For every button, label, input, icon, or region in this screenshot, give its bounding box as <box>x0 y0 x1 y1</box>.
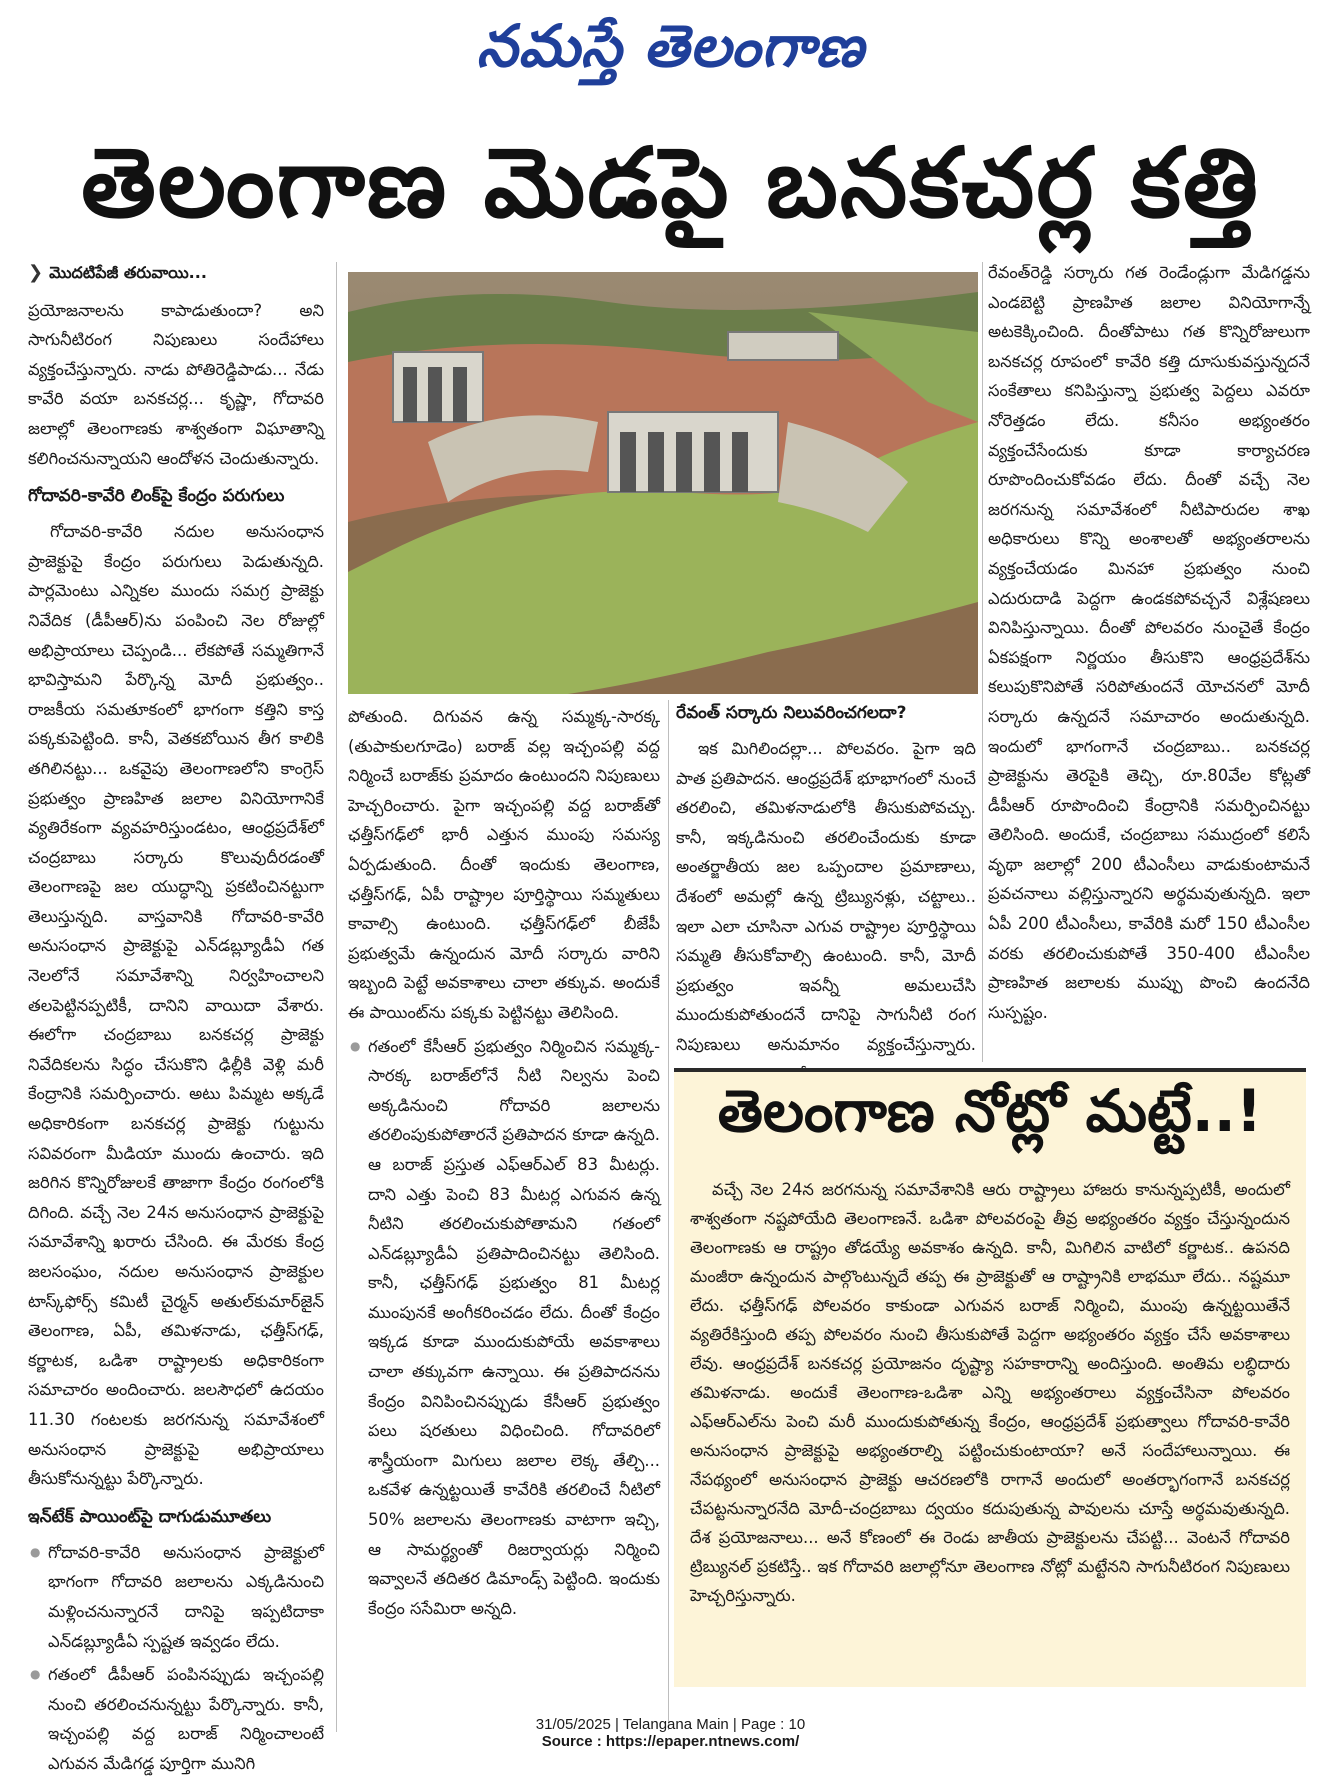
paragraph: రేవంత్‌రెడ్డి సర్కారు గత రెండేండ్లుగా మేడిగడ్డను ఎండబెట్టి ప్రాణహిత జలాల వినియోగాన్నే అటకెక్కించింది. దీంతోపాటు గత కొన్నిరోజులుగా బనకచర్ల రూపంలో కావేరి కత్తి దూసుకువస్తున్నదనే సంకేతాలు కనిపిస్తున్నా ప్రభుత్వ పెద్దలు ఎవరూ నోరెత్తడం లేదు. కనీసం అభ్యంతరం వ్యక్తంచేసేందుకు కూడా కార్యాచరణ రూపొందించుకోవడం లేదు. దీంతో వచ్చే నెల జరగనున్న సమావేశంలో నీటిపారుదల శాఖ అధికారులు కొన్ని అంశాలతో అభ్యంతరాలను వ్యక్తంచేయడం మినహా ప్రభుత్వం నుంచి ఎదురుదాడి పెద్దగా ఉండకపోవచ్చనే విశ్లేషణలు వినిపిస్తున్నాయి. దీంతో పోలవరం నుంచైతే కేంద్రం ఏకపక్షంగా నిర్ణయం తీసుకొని ఆంధ్రప్రదేశ్‌ను కలుపుకొనిపోతే సరిపోతుందనే యోచనలో మోదీ సర్కారు ఉన్నదనే సమాచారం అందుతున్నది. ఇందులో భాగంగానే చంద్రబాబు.. బనకచర్ల ప్రాజెక్టును తెరపైకి తెచ్చి, రూ.80వేల కోట్లతో డీపీఆర్ రూపొందించి కేంద్రానికి సమర్పించినట్టు తెలిసింది. అందుకే, చంద్రబాబు సముద్రంలో కలిసే వృథా జలాల్లో 200 టీఎంసీలు వాడుకుంటామనే ప్రవచనాలు వల్లిస్తున్నారని అర్థమవుతున్నది. ఇలా ఏపీ 200 టీఎంసీలు, కావేరికి మరో 150 టీఎంసీల వరకు తరలించుకుపోతే 350-400 టీఎంసీల ప్రాణహిత జలాలకు ముప్పు పొంచి ఉందనేది సుస్పష్టం. <box>988 263 1310 1022</box>
page-footer <box>0 1716 1341 1750</box>
bullet-item: ● గోదావరి-కావేరి అనుసంధాన ప్రాజెక్టులో భాగంగా గోదావరి జలాలను ఎక్కడినుంచి మళ్లించనున్నారనే దానిపై ఇప్పటిదాకా ఎన్‌డబ్ల్యూడీఏ స్పష్టత ఇవ్వడం లేదు. <box>28 1538 324 1656</box>
column-divider <box>336 262 337 1732</box>
column-3 <box>676 700 976 1093</box>
barrage-photo <box>348 272 978 694</box>
column-divider <box>982 262 983 1062</box>
subheading: గోదావరి-కావేరి లింక్‌పై కేంద్రం పరుగులు <box>28 486 285 507</box>
subheading: ఇన్‌టేక్ పాయింట్‌పై దాగుడుమూతలు <box>28 1506 272 1527</box>
column-divider <box>668 700 669 1730</box>
subheading: రేవంత్ సర్కారు నిలువరించగలదా? <box>676 703 907 723</box>
paragraph: ఇక మిగిలిందల్లా... పోలవరం. పైగా ఇది పాత ప్రతిపాదన. ఆంధ్రప్రదేశ్ భూభాగంలో నుంచే తరలించి, తమిళనాడులోకి తీసుకుపోవచ్చు. కానీ, ఇక్కడినుంచి తరలించేందుకు కూడా అంతర్జాతీయ జల ఒప్పందాల ప్రమాణాలు, దేశంలో అమల్లో ఉన్న ట్రిబ్యునళ్లు, చట్టాలు.. ఇలా ఎలా చూసినా ఎగువ రాష్ట్రాల పూర్తిస్థాయి సమ్మతి తీసుకోవాల్సి ఉంటుంది. కానీ, మోదీ ప్రభుత్వం ఇవన్నీ అమలుచేసి ముందుకుపోతుందనే దానిపై సాగునీటి రంగ నిపుణులు అనుమానం వ్యక్తంచేస్తున్నారు. <box>676 739 976 1054</box>
boxed-story-text <box>690 1175 1290 1610</box>
continued-from-front <box>28 258 324 288</box>
continued-label: మొదటిపేజీ తరువాయి... <box>49 263 207 282</box>
bullet-list <box>348 1032 660 1624</box>
chevron-right-icon: ❯ <box>28 262 44 283</box>
bullet-item: ● గతంలో కేసీఆర్ ప్రభుత్వం నిర్మించిన సమ్మక్క-సారక్క బరాజ్‌లోనే నీటి నిల్వను పెంచి అక్కడినుంచి గోదావరి జలాలను తరలింపుకుపోతారనే ప్రతిపాదన కూడా ఉన్నది. ఆ బరాజ్ ప్రస్తుత ఎఫ్ఆర్ఎల్ 83 మీటర్లు. దాని ఎత్తు పెంచి 83 మీటర్ల ఎగువన ఉన్న నీటిని తరలించుకుపోతామని గతంలో ఎన్‌డబ్ల్యూడీఏ ప్రతిపాదించినట్టు తెలిసింది. కానీ, ఛత్తీస్‌గఢ్ ప్రభుత్వం 81 మీటర్ల ముంపునకే అంగీకరించడం లేదు. దీంతో కేంద్రం ఇక్కడ కూడా ముందుకుపోయే అవకాశాలు చాలా తక్కువగా ఉన్నాయి. ఈ ప్రతిపాదనను కేంద్రం వినిపించినప్పుడు కేసీఆర్ ప్రభుత్వం పలు షరతులు విధించింది. గోదావరిలో శాస్త్రీయంగా మిగులు జలాల లెక్క తేల్చి... ఒకవేళ ఉన్నట్టయితే కావేరికి తరలించే నీటిలో 50% జలాలను తెలంగాణకు వాటాగా ఇచ్చి, ఆ సామర్థ్యంతో రిజర్వాయర్లు నిర్మించి ఇవ్వాలనే తదితర డిమాండ్స్ పెట్టింది. ఇందుకు కేంద్రం ససేమిరా అన్నది. <box>348 1032 660 1624</box>
page-headline: తెలంగాణ మెడపై బనకచర్ల కత్తి <box>81 127 1260 239</box>
paragraph: ప్రయోజనాలను కాపాడుతుందా? అని సాగునీటిరంగ నిపుణులు సందేహాలు వ్యక్తంచేస్తున్నారు. నాడు పోతిరెడ్డిపాడు... నేడు కావేరి వయా బనకచర్ల... కృష్ణా, గోదావరి జలాల్లో తెలంగాణకు శాశ్వతంగా విఘాతాన్ని కలిగించనున్నాయని ఆందోళన చెందుతున్నారు. <box>28 300 324 468</box>
boxed-story-title: తెలంగాణ నోట్లో మట్టే..! <box>717 1077 1263 1145</box>
paragraph: పోతుంది. దిగువన ఉన్న సమ్మక్క-సారక్క (తుపాకులగూడెం) బరాజ్ వల్ల ఇచ్చంపల్లి వద్ద నిర్మించే బరాజ్‌కు ప్రమాదం ఉంటుందని నిపుణులు హెచ్చరించారు. పైగా ఇచ్చంపల్లి వద్ద బరాజ్‌తో ఛత్తీస్‌గఢ్‌లో భారీ ఎత్తున ముంపు సమస్య ఏర్పడుతుంది. దీంతో ఇందుకు తెలంగాణ, ఛత్తీస్‌గఢ్, ఏపీ రాష్ట్రాల పూర్తిస్థాయి సమ్మతులు కావాల్సి ఉంటుంది. ఛత్తీస్‌గఢ్‌లో బీజేపీ ప్రభుత్వమే ఉన్నందున మోదీ సర్కారు వారిని ఇబ్బంది పెట్టే అవకాశాలు చాలా తక్కువ. అందుకే ఈ పాయింట్‌ను పక్కకు పెట్టినట్టు తెలిసింది. <box>348 707 660 1022</box>
paragraph: గోదావరి-కావేరి నదుల అనుసంధాన ప్రాజెక్టుపై కేంద్రం పరుగులు పెడుతున్నది. పార్లమెంటు ఎన్నికల ముందు సమగ్ర ప్రాజెక్టు నివేదిక (డీపీఆర్)ను పంపించి నెల రోజుల్లో అభిప్రాయాలు చెప్పండి... లేకపోతే సమ్మతిగానే భావిస్తామని పేర్కొన్న మోదీ ప్రభుత్వం.. రాజకీయ సమతూకంలో భాగంగా కత్తిని కాస్త పక్కకుపెట్టింది. కానీ, వెతకబోయిన తీగ కాలికి తగిలినట్టు... ఒకవైపు తెలంగాణలోని కాంగ్రెస్ ప్రభుత్వం ప్రాణహిత జలాల వినియోగానికే వ్యతిరేకంగా వ్యవహరిస్తుండటం, ఆంధ్రప్రదేశ్‌లో చంద్రబాబు సర్కారు కొలువుదీరడంతో తెలంగాణపై జల యుద్ధాన్ని ప్రకటించినట్టుగా తెలుస్తున్నది. వాస్తవానికి గోదావరి-కావేరి అనుసంధాన ప్రాజెక్టుపై ఎన్‌డబ్ల్యూడీఏ గత నెలలోనే సమావేశాన్ని నిర్వహించాలని తలపెట్టినప్పటికీ, దానిని వాయిదా వేశారు. ఈలోగా చంద్రబాబు బనకచర్ల ప్రాజెక్టు నివేదికలను సిద్ధం చేసుకొని ఢిల్లీకి వెళ్లి మరీ కేంద్రానికి సమర్పించారు. అటు పిమ్మట అక్కడే అధికారికంగా బనకచర్ల ప్రాజెక్టు గుట్టును సవివరంగా మీడియా ముందు ఉంచారు. ఇది జరిగిన కొన్నిరోజులకే తాజాగా కేంద్రం రంగంలోకి దిగింది. వచ్చే నెల 24న అనుసంధాన ప్రాజెక్టుపై సమావేశాన్ని ఖరారు చేసింది. ఈ మేరకు కేంద్ర జలసంఘం, నదుల అనుసంధాన ప్రాజెక్టుల టాస్క్‌ఫోర్స్ కమిటీ చైర్మన్ అతుల్‌కుమార్‌జైన్ తెలంగాణ, ఏపీ, తమిళనాడు, ఛత్తీస్‌గఢ్, కర్ణాటక, ఒడిశా రాష్ట్రాలకు అధికారికంగా సమాచారం అందించారు. జలసౌధలో ఉదయం 11.30 గంటలకు జరగనున్న సమావేశంలో అనుసంధాన ప్రాజెక్టుపై అభిప్రాయాలు తీసుకోనున్నట్టు పేర్కొన్నారు. <box>28 522 324 1489</box>
bullet-item: ● గతంలో డీపీఆర్ పంపినప్పుడు ఇచ్చంపల్లి నుంచి తరలించనున్నట్టు పేర్కొన్నారు. కానీ, ఇచ్చంపల్లి వద్ద బరాజ్ నిర్మించాలంటే ఎగువన మేడిగడ్డ పూర్తిగా మునిగి <box>28 1660 324 1778</box>
column-4 <box>988 258 1310 1031</box>
paragraph: వచ్చే నెల 24న జరగనున్న సమావేశానికి ఆరు రాష్ట్రాలు హాజరు కానున్నప్పటికీ, అందులో శాశ్వతంగా నష్టపోయేది తెలంగాణనే. ఒడిశా పోలవరంపై తీవ్ర అభ్యంతరం వ్యక్తం చేస్తున్నందున తెలంగాణకు ఆ రాష్ట్రం తోడయ్యే అవకాశం ఉన్నది. కానీ, మిగిలిన వాటిలో కర్ణాటక.. ఉపనది మంజీరా ఉన్నందున పాల్గొంటున్నదే తప్ప ఈ ప్రాజెక్టుతో ఆ రాష్ట్రానికి లాభమూ లేదు.. నష్టమూ లేదు. ఛత్తీస్‌గఢ్ పోలవరం కాకుండా ఎగువన బరాజ్ నిర్మించి, ముంపు ఉన్నట్టయితేనే వ్యతిరేకిస్తుంది తప్ప పోలవరం నుంచి తీసుకుపోతే పెద్దగా అభ్యంతరం వ్యక్తం చేసే అవకాశాలు లేవు. ఆంధ్రప్రదేశ్ బనకచర్ల ప్రయోజనం దృష్ట్యా సహకారాన్ని అందిస్తుంది. అంతిమ లబ్ధిదారు తమిళనాడు. అందుకే తెలంగాణ-ఒడిశా ఎన్ని అభ్యంతరాలు వ్యక్తంచేసినా పోలవరం ఎఫ్ఆర్ఎల్‌ను పెంచి మరీ ముందుకుపోతున్న కేంద్రం, ఆంధ్రప్రదేశ్ ప్రభుత్వాలు గోదావరి-కావేరి అనుసంధాన ప్రాజెక్టుపై అభ్యంతరాల్ని పట్టించుకుంటాయా? అనే సందేహాలున్నాయి. ఈ నేపథ్యంలో అనుసంధాన ప్రాజెక్టు ఆచరణలోకి రాగానే అందులో అంతర్భాగంగానే బనకచర్ల చేపట్టనున్నారనేది మోదీ-చంద్రబాబు ద్వయం కదుపుతున్న పావులను చూస్తే అర్థమవుతున్నది. దేశ ప్రయోజనాలు... అనే కోణంలో ఈ రెండు జాతీయ ప్రాజెక్టులను చేపట్టి... వెంటనే గోదావరి ట్రిబ్యునల్ ప్రకటిస్తే.. ఇక గోదావరి జలాల్లోనూ తెలంగాణ నోట్లో మట్టేనని సాగునీటిరంగ నిపుణులు హెచ్చరిస్తున్నారు. <box>690 1180 1290 1605</box>
masthead-logo: నమస్తే తెలంగాణ <box>476 12 865 80</box>
source-line: Source : https://epaper.ntnews.com/ <box>541 1733 800 1750</box>
column-2 <box>348 702 660 1627</box>
barrage-illustration <box>348 272 978 694</box>
column-1 <box>28 258 324 1783</box>
dateline: 31/05/2025 | Telangana Main | Page : 10 <box>535 1716 806 1733</box>
